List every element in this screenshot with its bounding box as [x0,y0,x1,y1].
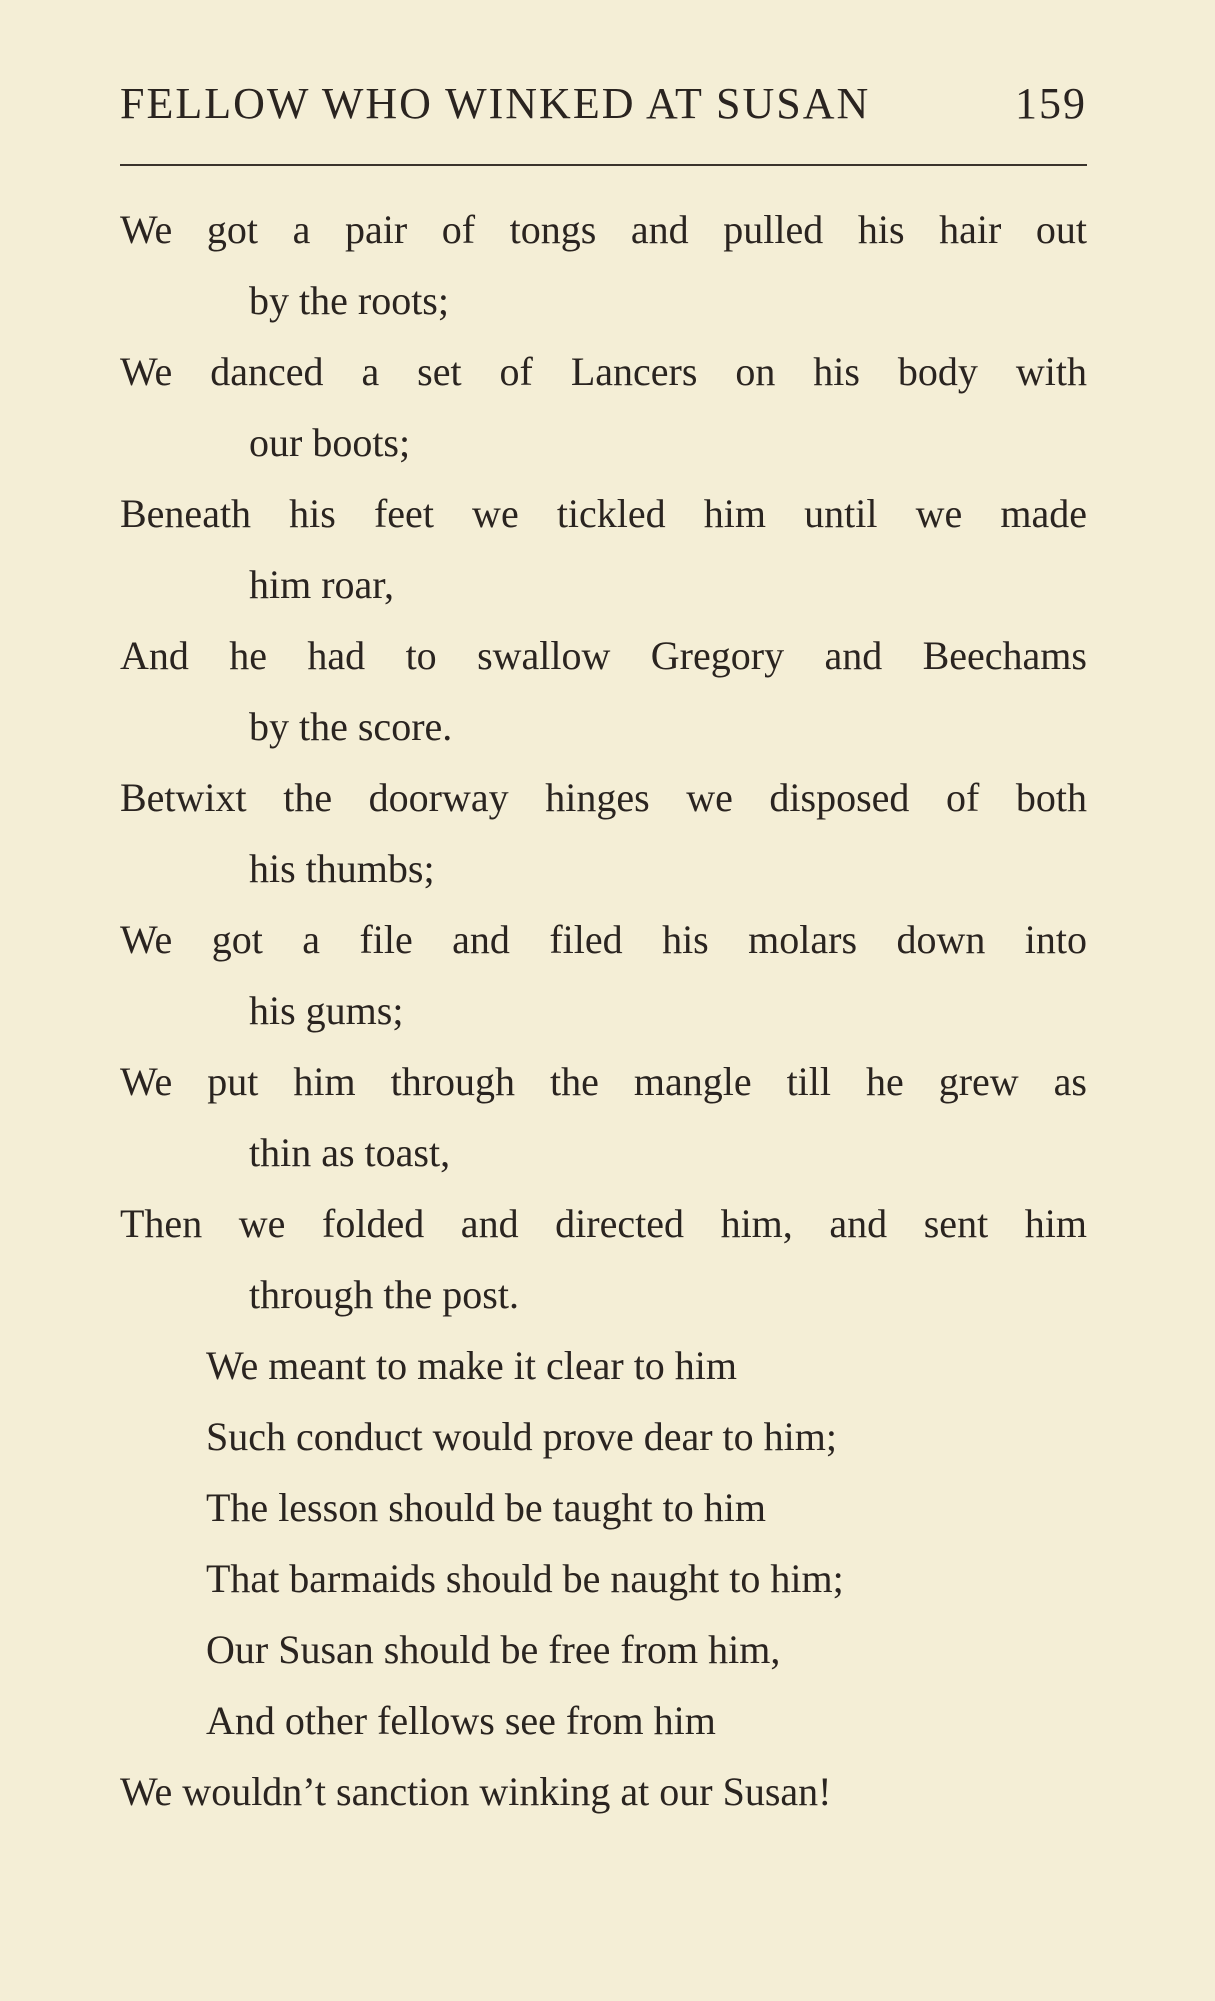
verse-line: Beneath his feet we tickled him until we made [120,491,1087,536]
chorus-line: Our Susan should be free from him, [206,1627,781,1672]
chorus-line: Such conduct would prove dear to him; [206,1414,837,1459]
verse-line: We put him through the mangle till he grew as [120,1059,1087,1104]
verse-line-continuation: his gums; [249,988,404,1033]
chorus-line: And other fellows see from him [206,1698,716,1743]
running-title: FELLOW WHO WINKED AT SUSAN [120,79,871,128]
verse-line: We got a file and filed his molars down into [120,917,1087,962]
header-rule [120,164,1087,166]
verse-line-continuation: through the post. [249,1272,519,1317]
verse-line-continuation: by the score. [249,704,453,749]
running-header [120,79,1087,128]
verse-line-continuation: him roar, [249,562,395,607]
verse-line-continuation: his thumbs; [249,846,435,891]
chorus-line: We meant to make it clear to him [206,1343,738,1388]
closing-line: We wouldn’t sanction winking at our Susan! [120,1769,832,1814]
page-number: 159 [1015,79,1087,128]
verse-line: Betwixt the doorway hinges we disposed of both [120,775,1087,820]
chorus-line: That barmaids should be naught to him; [206,1556,844,1601]
verse-line-continuation: by the roots; [249,278,449,323]
verse-line: We danced a set of Lancers on his body with [120,349,1087,394]
verse-line-continuation: our boots; [249,420,411,465]
chorus-line: The lesson should be taught to him [206,1485,766,1530]
verse-line: Then we folded and directed him, and sent him [120,1201,1087,1246]
verse-line-continuation: thin as toast, [249,1130,451,1175]
verse-line: And he had to swallow Gregory and Beechams [120,633,1087,678]
verse-line: We got a pair of tongs and pulled his hair out [120,207,1087,252]
